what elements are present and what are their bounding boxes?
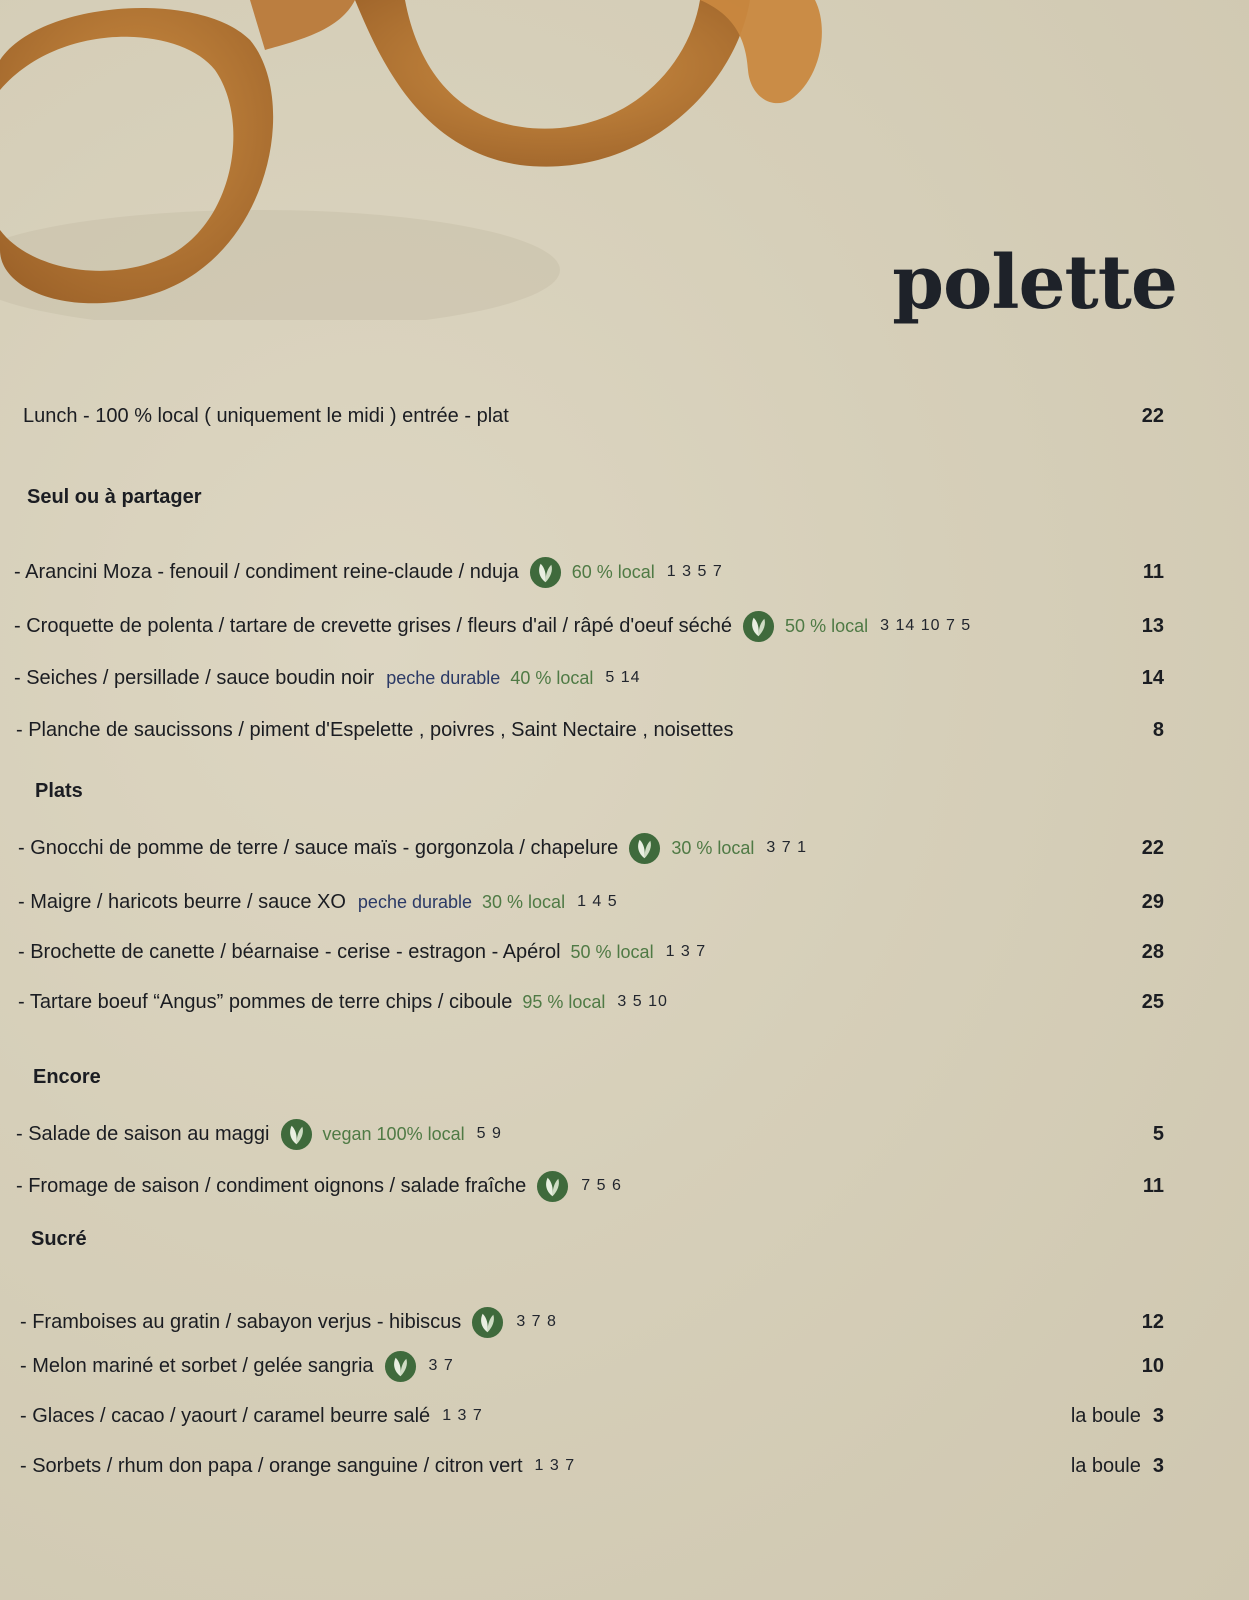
item-price	[1142, 667, 1164, 690]
item-local-percentage: vegan 100% local	[322, 1123, 465, 1144]
item-price	[1071, 1405, 1164, 1428]
lunch-label: Lunch - 100 % local ( uniquement le midi ) entrée - plat	[23, 404, 509, 427]
item-name: - Arancini Moza - fenouil / condiment reine-claude / nduja	[14, 560, 519, 583]
menu-item-row	[0, 1170, 1249, 1202]
item-name: - Maigre / haricots beurre / sauce XO	[18, 890, 346, 913]
menu-item-row	[0, 610, 1249, 642]
local-leaf-icon	[529, 556, 562, 589]
price-unit: la boule	[1070, 1404, 1141, 1427]
item-allergens: 3 7	[428, 1357, 454, 1374]
item-allergens: 1 3 7	[442, 1407, 483, 1424]
item-price	[1142, 1355, 1164, 1378]
lunch-row	[0, 400, 1249, 432]
section-title: Encore	[33, 1066, 101, 1088]
price-value: 11	[1142, 1174, 1164, 1197]
item-price	[1143, 1175, 1164, 1198]
menu-item	[18, 941, 706, 964]
item-local-percentage: 50 % local	[570, 941, 654, 962]
price-value: 13	[1141, 614, 1164, 637]
menu-item	[20, 1306, 557, 1339]
item-price	[1142, 991, 1164, 1014]
item-price	[1071, 1455, 1164, 1478]
item-allergens: 3 7 8	[516, 1313, 557, 1330]
menu-item	[14, 556, 723, 589]
local-leaf-icon	[280, 1118, 313, 1151]
menu-item-row	[0, 662, 1249, 694]
item-allergens: 5 9	[476, 1125, 502, 1142]
item-local-percentage: 40 % local	[510, 667, 594, 688]
item-name: - Croquette de polenta / tartare de crevette grises / fleurs d'ail / râpé d'oeuf séché	[14, 614, 733, 637]
menu-item	[14, 667, 641, 690]
menu-item	[20, 1350, 454, 1383]
item-name: - Seiches / persillade / sauce boudin noir	[14, 666, 375, 689]
menu-item-row	[0, 986, 1249, 1018]
item-name: - Sorbets / rhum don papa / orange sanguine / citron vert	[20, 1454, 523, 1477]
item-name: - Glaces / cacao / yaourt / caramel beurre salé	[20, 1404, 431, 1427]
item-price	[1142, 1311, 1164, 1334]
item-name: - Gnocchi de pomme de terre / sauce maïs - gorgonzola / chapelure	[18, 836, 619, 859]
menu-item	[14, 610, 971, 643]
item-local-percentage: 50 % local	[785, 615, 869, 636]
item-name: - Salade de saison au maggi	[16, 1122, 270, 1145]
menu-item-row	[0, 1450, 1249, 1482]
item-price	[1142, 837, 1164, 860]
item-allergens: 7 5 6	[581, 1177, 622, 1194]
item-name: - Fromage de saison / condiment oignons / salade fraîche	[16, 1174, 527, 1197]
item-name: - Tartare boeuf “Angus” pommes de terre chips / ciboule	[18, 990, 513, 1013]
local-leaf-icon	[384, 1350, 417, 1383]
menu-item-row	[0, 886, 1249, 918]
price-value: 29	[1141, 890, 1164, 913]
lunch-price: 22	[1141, 404, 1164, 427]
item-local-percentage: 95 % local	[522, 991, 606, 1012]
menu-item-row	[0, 1118, 1249, 1150]
item-price	[1142, 941, 1164, 964]
item-local-percentage: 60 % local	[571, 561, 655, 582]
menu-item	[20, 1455, 575, 1478]
price-value: 28	[1141, 940, 1164, 963]
local-leaf-icon	[742, 610, 775, 643]
price-value: 12	[1141, 1310, 1164, 1333]
menu-item-row	[0, 714, 1249, 746]
menu-item	[18, 991, 668, 1014]
menu-item	[16, 719, 734, 742]
section-title: Plats	[35, 780, 83, 802]
price-value: 22	[1141, 836, 1164, 859]
menu-item	[18, 891, 618, 914]
item-price	[1143, 561, 1164, 584]
section-title: Sucré	[31, 1228, 87, 1250]
item-allergens: 1 3 5 7	[666, 563, 723, 580]
local-leaf-icon	[536, 1170, 569, 1203]
item-price	[1153, 1123, 1164, 1146]
menu-item	[16, 1118, 502, 1151]
price-value: 14	[1141, 666, 1164, 689]
item-price	[1153, 719, 1164, 742]
menu-item	[18, 832, 807, 865]
item-allergens: 1 4 5	[577, 893, 618, 910]
price-value: 8	[1152, 718, 1164, 741]
price-value: 10	[1141, 1354, 1164, 1377]
menu-item-row	[0, 936, 1249, 968]
price-value: 11	[1142, 560, 1164, 583]
menu-item-row	[0, 556, 1249, 588]
item-price	[1142, 891, 1164, 914]
item-allergens: 1 3 7	[534, 1457, 576, 1474]
item-note: peche durable	[386, 667, 501, 688]
price-value: 3	[1152, 1404, 1164, 1427]
item-local-percentage: 30 % local	[482, 891, 566, 912]
menu-item-row	[0, 1400, 1249, 1432]
menu-item	[20, 1405, 483, 1428]
section-title: Seul ou à partager	[27, 486, 202, 508]
item-note: peche durable	[357, 891, 473, 912]
item-name: - Framboises au gratin / sabayon verjus - hibiscus	[20, 1310, 462, 1333]
menu-item-row	[0, 832, 1249, 864]
menu-item	[16, 1170, 622, 1203]
item-name: - Brochette de canette / béarnaise - cerise - estragon - Apérol	[18, 940, 561, 963]
item-name: - Planche de saucissons / piment d'Espelette , poivres , Saint Nectaire , noisettes	[16, 718, 734, 741]
item-local-percentage: 30 % local	[671, 837, 755, 858]
local-leaf-icon	[471, 1306, 504, 1339]
item-name: - Melon mariné et sorbet / gelée sangria	[20, 1354, 374, 1377]
price-value: 3	[1152, 1454, 1164, 1477]
item-allergens: 3 5 10	[617, 993, 668, 1010]
price-unit: la boule	[1070, 1454, 1141, 1477]
local-leaf-icon	[628, 832, 661, 865]
price-value: 25	[1141, 990, 1164, 1013]
item-allergens: 3 14 10 7 5	[880, 617, 972, 634]
menu-item-row	[0, 1306, 1249, 1338]
item-allergens: 5 14	[605, 669, 641, 686]
item-allergens: 3 7 1	[766, 839, 807, 856]
menu-item-row	[0, 1350, 1249, 1382]
item-price	[1142, 615, 1164, 638]
item-allergens: 1 3 7	[665, 943, 707, 960]
price-value: 5	[1152, 1122, 1164, 1145]
restaurant-logo: polette	[892, 240, 1177, 326]
